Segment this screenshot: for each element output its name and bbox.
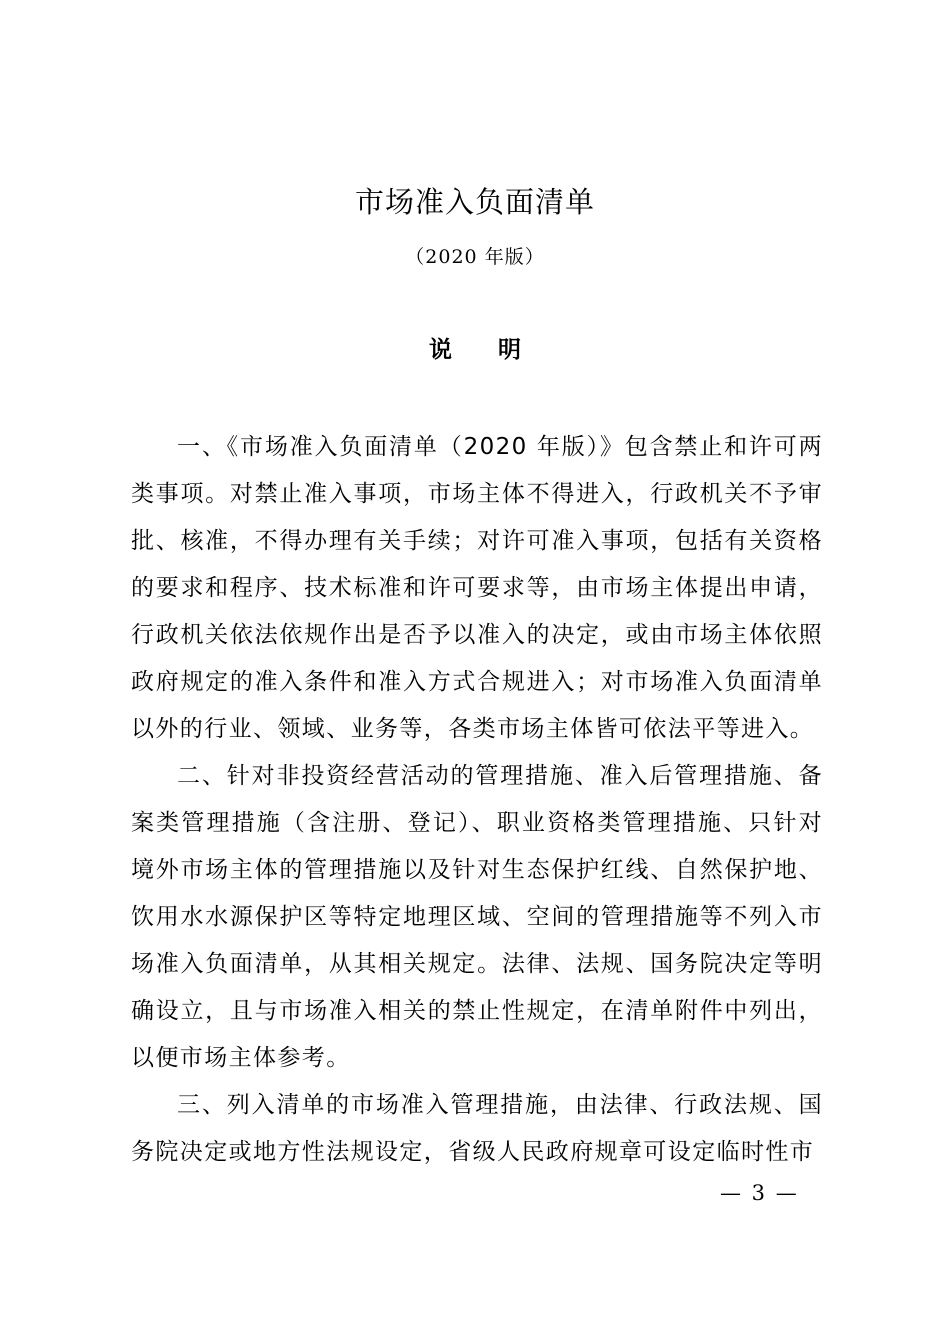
page-number: — 3 —: [720, 1181, 799, 1205]
paragraph-3: 三、列入清单的市场准入管理措施，由法律、行政法规、国务院决定或地方性法规设定，省级人民政府规章可设定临时性市: [131, 1092, 823, 1165]
document-edition: （2020 年版）: [405, 246, 545, 268]
paragraph-2: 二、针对非投资经营活动的管理措施、准入后管理措施、备案类管理措施（含注册、登记）、职业资格类管理措施、只针对境外市场主体的管理措施以及针对生态保护红线、自然保护地、饮用水水源保护区等特定地理区域、空间的管理措施等不列入市场准入负面清单，从其相关规定。法律、法规、国务院决定等明确设立，且与市场准入相关的禁止性规定，在清单附件中列出，以便市场主体参考。: [131, 763, 823, 1071]
document-body: [131, 424, 823, 1176]
document-title: 市场准入负面清单: [354, 185, 595, 219]
paragraph-1: 一、《市场准入负面清单（2020 年版）》包含禁止和许可两类事项。对禁止准入事项，市场主体不得进入，行政机关不予审批、核准，不得办理有关手续；对许可准入事项，包括有关资格的要求和程序、技术标准和许可要求等，由市场主体提出申请，行政机关依法依规作出是否予以准入的决定，或由市场主体依照政府规定的准入条件和准入方式合规进入；对市场准入负面清单以外的行业、领域、业务等，各类市场主体皆可依法平等进入。: [131, 434, 823, 742]
section-heading: 说 明: [429, 337, 521, 363]
